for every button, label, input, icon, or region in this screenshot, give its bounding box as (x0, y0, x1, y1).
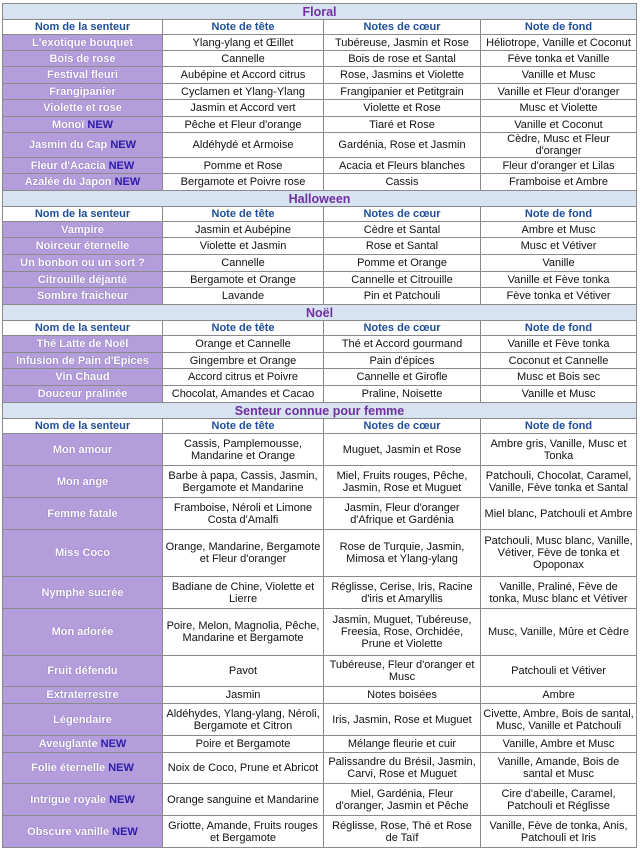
column-header-base-note: Note de fond (481, 321, 637, 336)
top-note-cell: Framboise, Néroli et Limone Costa d'Amalfi (163, 498, 324, 530)
section-title: Noël (3, 305, 637, 321)
heart-notes-cell: Acacia et Fleurs blanches (324, 158, 481, 174)
heart-notes-cell: Rose, Jasmins et Violette (324, 67, 481, 84)
fragrance-name: Fruit défendu (47, 665, 118, 677)
fragrance-name: Vin Chaud (55, 371, 110, 383)
fragrance-row (3, 386, 637, 403)
heart-notes-cell: Palissandre du Brésil, Jasmin, Carvi, Rose et Muguet (324, 753, 481, 784)
fragrance-name: Frangipanier (49, 85, 116, 98)
heart-notes-cell: Muguet, Jasmin et Rose (324, 434, 481, 466)
fragrance-name: Sombre fraicheur (36, 290, 129, 302)
top-note-cell: Jasmin et Accord vert (163, 100, 324, 117)
heart-notes-cell: Jasmin, Fleur d'oranger d'Afrique et Gardénia (324, 498, 481, 530)
fragrance-name-cell (3, 434, 163, 466)
top-note-cell: Lavande (163, 288, 324, 305)
top-note-cell: Pomme et Rose (163, 158, 324, 174)
fragrance-name: Thé Latte de Noël (36, 338, 129, 350)
fragrance-name-cell (3, 687, 163, 704)
new-badge: NEW (108, 762, 134, 774)
fragrance-row (3, 133, 637, 158)
top-note-cell: Jasmin et Aubépine (163, 222, 324, 238)
section-title: Halloween (3, 191, 637, 207)
base-note-cell: Vanille et Coconut (481, 117, 637, 133)
fragrance-name-cell (3, 272, 163, 288)
column-header-row (3, 207, 637, 222)
fragrance-row (3, 816, 637, 848)
top-note-cell: Badiane de Chine, Violette et Lierre (163, 577, 324, 609)
base-note-cell: Patchouli, Chocolat, Caramel, Vanille, Fève tonka et Santal (481, 466, 637, 498)
new-badge: NEW (110, 139, 136, 151)
column-header-base-note: Note de fond (481, 20, 637, 35)
fragrance-name-cell (3, 35, 163, 51)
fragrance-name: Extraterrestre (46, 689, 119, 701)
fragrance-row (3, 272, 637, 288)
top-note-cell: Cannelle (163, 51, 324, 67)
base-note-cell: Vanille et Musc (481, 386, 637, 403)
fragrance-name: Obscure vanille (27, 825, 110, 838)
fragrance-name-cell (3, 353, 163, 369)
top-note-cell: Aldéhydé et Armoise (163, 133, 324, 158)
fragrance-row (3, 369, 637, 386)
fragrance-row (3, 288, 637, 305)
fragrance-name: Violette et rose (43, 102, 122, 114)
column-header-name: Nom de la senteur (3, 20, 163, 35)
fragrance-name: Fleur d'Acacia (30, 159, 106, 172)
fragrance-name-cell (3, 158, 163, 174)
top-note-cell: Barbe à papa, Cassis, Jasmin, Bergamote et Mandarine (163, 466, 324, 498)
base-note-cell: Miel blanc, Patchouli et Ambre (481, 498, 637, 530)
fragrance-name-cell (3, 386, 163, 403)
fragrance-name-cell (3, 784, 163, 816)
column-header-name: Nom de la senteur (3, 207, 163, 222)
base-note-cell: Coconut et Cannelle (481, 353, 637, 369)
heart-notes-cell: Bois de rose et Santal (324, 51, 481, 67)
base-note-cell: Ambre (481, 687, 637, 704)
top-note-cell: Pavot (163, 656, 324, 687)
fragrance-name-cell (3, 530, 163, 577)
fragrance-row (3, 784, 637, 816)
fragrance-name-cell (3, 609, 163, 656)
heart-notes-cell: Mélange fleurie et cuir (324, 736, 481, 753)
base-note-cell: Héliotrope, Vanille et Coconut (481, 35, 637, 51)
fragrance-name: Miss Coco (54, 547, 110, 559)
column-header-top-note: Note de tête (163, 207, 324, 222)
column-header-row (3, 321, 637, 336)
column-header-base-note: Note de fond (481, 207, 637, 222)
top-note-cell: Violette et Jasmin (163, 238, 324, 255)
fragrance-name: Festival fleuri (47, 69, 118, 81)
fragrance-name-cell (3, 753, 163, 784)
fragrance-name-cell (3, 174, 163, 191)
top-note-cell: Poire, Melon, Magnolia, Pêche, Mandarine et Bergamote (163, 609, 324, 656)
fragrance-row (3, 687, 637, 704)
new-badge: NEW (112, 825, 138, 838)
column-header-heart-notes: Notes de cœur (324, 321, 481, 336)
fragrance-name-cell (3, 288, 163, 305)
column-header-top-note: Note de tête (163, 419, 324, 434)
top-note-cell: Cyclamen et Ylang-Ylang (163, 84, 324, 100)
fragrance-name-cell (3, 704, 163, 736)
heart-notes-cell: Notes boisées (324, 687, 481, 704)
base-note-cell: Vanille et Fève tonka (481, 272, 637, 288)
heart-notes-cell: Frangipanier et Petitgrain (324, 84, 481, 100)
top-note-cell: Poire et Bergamote (163, 736, 324, 753)
fragrance-name: Monoï (51, 118, 85, 131)
heart-notes-cell: Rose et Santal (324, 238, 481, 255)
heart-notes-cell: Réglisse, Cerise, Iris, Racine d'iris et Amaryllis (324, 577, 481, 609)
fragrance-row (3, 530, 637, 577)
fragrance-row (3, 158, 637, 174)
fragrance-row (3, 238, 637, 255)
fragrance-row (3, 336, 637, 353)
fragrance-row (3, 704, 637, 736)
top-note-cell: Griotte, Amande, Fruits rouges et Bergamote (163, 816, 324, 848)
fragrance-row (3, 353, 637, 369)
fragrance-name-cell (3, 67, 163, 84)
base-note-cell: Fève tonka et Vétiver (481, 288, 637, 305)
base-note-cell: Musc et Violette (481, 100, 637, 117)
new-badge: NEW (108, 159, 135, 172)
fragrance-name-cell (3, 816, 163, 848)
fragrance-name: Mon ange (56, 475, 109, 488)
fragrance-name-cell (3, 577, 163, 609)
fragrance-name: Folie éternelle (31, 762, 106, 774)
column-header-name: Nom de la senteur (3, 321, 163, 336)
base-note-cell: Fève tonka et Vanille (481, 51, 637, 67)
heart-notes-cell: Réglisse, Rose, Thé et Rose de Taïf (324, 816, 481, 848)
top-note-cell: Cannelle (163, 255, 324, 272)
fragrance-name: Légendaire (53, 713, 112, 726)
base-note-cell: Patchouli et Vétiver (481, 656, 637, 687)
base-note-cell: Vanille et Musc (481, 67, 637, 84)
heart-notes-cell: Miel, Gardénia, Fleur d'oranger, Jasmin et Pêche (324, 784, 481, 816)
top-note-cell: Bergamote et Poivre rose (163, 174, 324, 191)
top-note-cell: Noix de Coco, Prune et Abricot (163, 753, 324, 784)
fragrance-name-cell (3, 84, 163, 100)
fragrance-row (3, 35, 637, 51)
top-note-cell: Aldéhydes, Ylang-ylang, Néroli, Bergamote et Citron (163, 704, 324, 736)
fragrance-table (2, 3, 637, 848)
fragrance-name: Azalée du Japon (24, 176, 112, 188)
top-note-cell: Accord citrus et Poivre (163, 369, 324, 386)
base-note-cell: Vanille, Praliné, Fève de tonka, Musc blanc et Vétiver (481, 577, 637, 609)
heart-notes-cell: Cèdre et Santal (324, 222, 481, 238)
top-note-cell: Chocolat, Amandes et Cacao (163, 386, 324, 403)
section-header (3, 403, 637, 419)
top-note-cell: Gingembre et Orange (163, 353, 324, 369)
base-note-cell: Ambre gris, Vanille, Musc et Tonka (481, 434, 637, 466)
fragrance-name: Femme fatale (47, 507, 118, 520)
heart-notes-cell: Tubéreuse, Fleur d'oranger et Musc (324, 656, 481, 687)
fragrance-name: Bois de rose (49, 52, 116, 65)
base-note-cell: Cèdre, Musc et Fleur d'oranger (481, 133, 637, 158)
top-note-cell: Orange, Mandarine, Bergamote et Fleur d'oranger (163, 530, 324, 577)
column-header-row (3, 20, 637, 35)
fragrance-name-cell (3, 117, 163, 133)
heart-notes-cell: Rose de Turquie, Jasmin, Mimosa et Ylang-ylang (324, 530, 481, 577)
base-note-cell: Vanille, Ambre et Musc (481, 736, 637, 753)
heart-notes-cell: Tiaré et Rose (324, 117, 481, 133)
fragrance-name-cell (3, 369, 163, 386)
base-note-cell: Vanille, Amande, Bois de santal et Musc (481, 753, 637, 784)
fragrance-table-body (3, 4, 637, 848)
fragrance-name: Aveuglante (38, 738, 98, 750)
base-note-cell: Vanille et Fève tonka (481, 336, 637, 353)
fragrance-name: Mon adorée (51, 626, 114, 638)
section-header (3, 4, 637, 20)
column-header-top-note: Note de tête (163, 321, 324, 336)
fragrance-row (3, 434, 637, 466)
new-badge: NEW (87, 118, 114, 131)
base-note-cell: Framboise et Ambre (481, 174, 637, 191)
fragrance-name-cell (3, 466, 163, 498)
base-note-cell: Civette, Ambre, Bois de santal, Musc, Vanille et Patchouli (481, 704, 637, 736)
fragrance-name-cell (3, 222, 163, 238)
fragrance-name-cell (3, 133, 163, 158)
section-header (3, 305, 637, 321)
column-header-heart-notes: Notes de cœur (324, 419, 481, 434)
heart-notes-cell: Violette et Rose (324, 100, 481, 117)
column-header-heart-notes: Notes de cœur (324, 20, 481, 35)
fragrance-row (3, 117, 637, 133)
column-header-row (3, 419, 637, 434)
heart-notes-cell: Cannelle et Girofle (324, 369, 481, 386)
heart-notes-cell: Cassis (324, 174, 481, 191)
fragrance-name: Vampire (61, 223, 104, 236)
fragrance-name: L'exotique bouquet (32, 36, 133, 49)
heart-notes-cell: Pomme et Orange (324, 255, 481, 272)
fragrance-name: Intrigue royale (30, 793, 107, 806)
fragrance-row (3, 753, 637, 784)
new-badge: NEW (109, 793, 135, 806)
fragrance-name: Infusion de Pain d'Epices (16, 354, 149, 367)
fragrance-name-cell (3, 51, 163, 67)
section-title: Floral (3, 4, 637, 20)
column-header-name: Nom de la senteur (3, 419, 163, 434)
column-header-base-note: Note de fond (481, 419, 637, 434)
heart-notes-cell: Iris, Jasmin, Rose et Muguet (324, 704, 481, 736)
fragrance-row (3, 174, 637, 191)
fragrance-row (3, 656, 637, 687)
base-note-cell: Cire d'abeille, Caramel, Patchouli et Réglisse (481, 784, 637, 816)
fragrance-name: Douceur pralinée (37, 388, 128, 400)
fragrance-name: Citrouille déjanté (37, 273, 128, 286)
fragrance-row (3, 222, 637, 238)
fragrance-name-cell (3, 238, 163, 255)
fragrance-row (3, 100, 637, 117)
fragrance-notes-document (2, 3, 636, 848)
top-note-cell: Bergamote et Orange (163, 272, 324, 288)
top-note-cell: Jasmin (163, 687, 324, 704)
fragrance-row (3, 84, 637, 100)
fragrance-name-cell (3, 255, 163, 272)
column-header-heart-notes: Notes de cœur (324, 207, 481, 222)
base-note-cell: Fleur d'oranger et Lilas (481, 158, 637, 174)
top-note-cell: Orange sanguine et Mandarine (163, 784, 324, 816)
base-note-cell: Musc et Bois sec (481, 369, 637, 386)
base-note-cell: Musc, Vanille, Mûre et Cèdre (481, 609, 637, 656)
fragrance-name-cell (3, 498, 163, 530)
top-note-cell: Pêche et Fleur d'orange (163, 117, 324, 133)
heart-notes-cell: Pain d'épices (324, 353, 481, 369)
top-note-cell: Aubépine et Accord citrus (163, 67, 324, 84)
fragrance-name-cell (3, 100, 163, 117)
section-header (3, 191, 637, 207)
fragrance-row (3, 498, 637, 530)
fragrance-row (3, 609, 637, 656)
fragrance-name-cell (3, 336, 163, 353)
base-note-cell: Vanille et Fleur d'oranger (481, 84, 637, 100)
top-note-cell: Orange et Cannelle (163, 336, 324, 353)
fragrance-name: Nymphe sucrée (41, 586, 124, 599)
base-note-cell: Musc et Vétiver (481, 238, 637, 255)
heart-notes-cell: Praline, Noisette (324, 386, 481, 403)
heart-notes-cell: Cannelle et Citrouille (324, 272, 481, 288)
new-badge: NEW (100, 738, 127, 750)
heart-notes-cell: Thé et Accord gourmand (324, 336, 481, 353)
top-note-cell: Cassis, Pamplemousse, Mandarine et Orange (163, 434, 324, 466)
fragrance-row (3, 736, 637, 753)
heart-notes-cell: Gardénia, Rose et Jasmin (324, 133, 481, 158)
base-note-cell: Vanille, Fève de tonka, Anis, Patchouli et Iris (481, 816, 637, 848)
column-header-top-note: Note de tête (163, 20, 324, 35)
fragrance-row (3, 255, 637, 272)
fragrance-name: Jasmin du Cap (29, 139, 108, 151)
fragrance-name: Noirceur éternelle (35, 240, 130, 252)
heart-notes-cell: Pin et Patchouli (324, 288, 481, 305)
heart-notes-cell: Jasmin, Muguet, Tubéreuse, Freesia, Rose, Orchidée, Prune et Violette (324, 609, 481, 656)
section-title: Senteur connue pour femme (3, 403, 637, 419)
fragrance-name-cell (3, 736, 163, 753)
fragrance-name: Un bonbon ou un sort ? (20, 257, 145, 269)
fragrance-name: Mon amour (52, 443, 113, 456)
heart-notes-cell: Miel, Fruits rouges, Pêche, Jasmin, Rose et Muguet (324, 466, 481, 498)
top-note-cell: Ylang-ylang et Œillet (163, 35, 324, 51)
fragrance-row (3, 466, 637, 498)
fragrance-name-cell (3, 656, 163, 687)
fragrance-row (3, 67, 637, 84)
fragrance-row (3, 577, 637, 609)
base-note-cell: Patchouli, Musc blanc, Vanille, Vétiver, Fève de tonka et Opoponax (481, 530, 637, 577)
heart-notes-cell: Tubéreuse, Jasmin et Rose (324, 35, 481, 51)
base-note-cell: Vanille (481, 255, 637, 272)
new-badge: NEW (114, 176, 141, 188)
fragrance-row (3, 51, 637, 67)
base-note-cell: Ambre et Musc (481, 222, 637, 238)
